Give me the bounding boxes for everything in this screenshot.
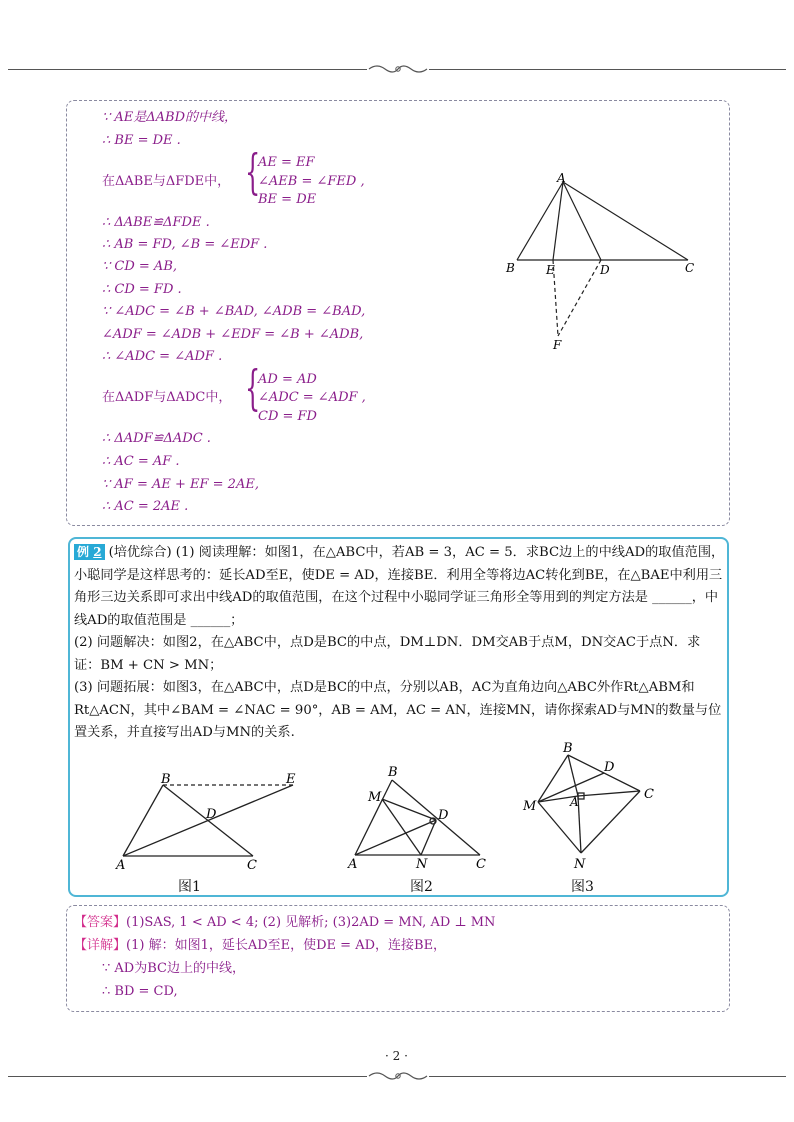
example-part1: (培优综合) (1) 阅读理解：如图1，在△ABC中，若AB = 3，AC = 5．求BC边上的中线AD的取值范围，小聪同学是这样思考的：延长AD至E，使DE = AD，连接BE．利用全等将边AC转化到BE，在△BAE中利用三角形三边关系即可求出中线AD的取值范围，在这个过程中小聪同学证三角形全等用到的判定方法是 ______，中线AD的取值范围是 ______； [74,545,725,628]
example-text [74,542,726,745]
sys2-line-1: AD = AD [258,372,317,387]
footer-ornament-icon [367,1070,429,1082]
detail-label: 【详解】 [74,938,127,953]
fig1-label-C: C [247,858,257,873]
solution-figure [498,170,708,355]
page-number: · 2 · [385,1049,408,1063]
example-part2: (2) 问题解决：如图2，在△ABC中，点D是BC的中点，DM⊥DN．DM交AB于点M，DN交AC于点N．求证：BM + CN > MN； [74,635,701,673]
figure-1-caption: 图1 [178,879,201,895]
detail-line [74,935,446,957]
figure-2 [340,762,500,874]
fig-top-label-F: F [553,338,562,352]
sys1-line-1: AE = EF [258,155,315,170]
answer-label: 【答案】 [74,915,127,930]
answer-text: (1)SAS, 1 < AD < 4; (2) 见解析; (3)2AD = MN, AD ⊥ MN [126,915,496,930]
fig2-label-B: B [388,765,398,780]
fig1-label-E: E [286,772,296,787]
figure-3 [518,738,668,878]
figure-2-caption: 图2 [410,879,433,895]
fig3-label-B: B [563,741,573,756]
sol-line-2: ∴ BE = DE . [102,133,181,148]
fig3-label-N: N [574,857,586,872]
sol-line-11: 在ΔADF与ΔADC中， [102,390,232,405]
sol-line-13: ∴ AC = AF . [102,454,180,469]
fig3-label-M: M [523,799,537,814]
figure-3-caption: 图3 [571,879,594,895]
figure-1 [108,768,308,873]
header-ornament-icon [367,63,429,75]
brace-2: { [245,360,261,416]
sol-line-7: ∴ CD = FD . [102,282,182,297]
fig-top-label-A: A [557,171,566,185]
sol-line-15: ∴ AC = 2AE . [102,499,189,514]
fig1-label-A: A [116,858,126,873]
fig-top-label-D: D [600,263,610,277]
fig1-label-B: B [161,772,171,787]
fig1-label-D: D [206,807,217,822]
fig3-label-C: C [644,787,654,802]
fig3-label-D: D [604,760,615,775]
fig2-label-M: M [368,790,382,805]
sol-line-6: ∵ CD = AB, [102,259,178,274]
fig2-label-N: N [416,857,428,872]
fig2-label-C: C [476,857,486,872]
sol-line-9: ∠ADF = ∠ADB + ∠EDF = ∠B + ∠ADB, [102,327,364,342]
fig2-label-A: A [348,857,358,872]
sol-line-1: ∵ AE是ΔABD的中线， [102,110,238,125]
detail-line-2: ∵ AD为BC边上的中线， [102,961,245,976]
sol-line-8: ∵ ∠ADC = ∠B + ∠BAD, ∠ADB = ∠BAD, [102,304,366,319]
sol-line-10: ∴ ∠ADC = ∠ADF . [102,349,223,364]
fig3-label-A: A [570,795,579,809]
sol-line-12: ∴ ΔADF≌ΔADC . [102,431,211,446]
sol-line-5: ∴ AB = FD, ∠B = ∠EDF . [102,237,268,252]
brace-1: { [245,144,261,200]
sol-line-14: ∵ AF = AE + EF = 2AE, [102,477,259,492]
example-part3: (3) 问题拓展：如图3，在△ABC中，点D是BC的中点，分别以AB，AC为直角边向△ABC外作Rt△ABM和Rt△ACN，其中∠BAM = ∠NAC = 90°，AB = AM，AC = AN，连接MN，请你探索AD与MN的数量与位置关系，并直接写出AD与MN的关系. [74,680,722,740]
sol-line-4: ∴ ΔABE≌ΔFDE . [102,215,210,230]
detail-text: (1) 解：如图1，延长AD至E，使DE = AD，连接BE， [126,938,447,953]
detail-line-3: ∴ BD = CD, [102,984,178,999]
fig-top-label-C: C [685,261,695,275]
fig-top-label-B: B [506,261,515,275]
sys1-line-2: ∠AEB = ∠FED , [258,174,365,189]
example-tag: 例 2 [74,544,105,560]
answer-line [74,912,495,934]
sys1-line-3: BE = DE [258,192,317,207]
fig-top-label-E: E [546,263,555,277]
sys2-line-3: CD = FD [258,409,317,424]
sol-line-3: 在ΔABE与ΔFDE中， [102,174,231,189]
sys2-line-2: ∠ADC = ∠ADF , [258,390,366,405]
fig2-label-D: D [438,808,449,823]
